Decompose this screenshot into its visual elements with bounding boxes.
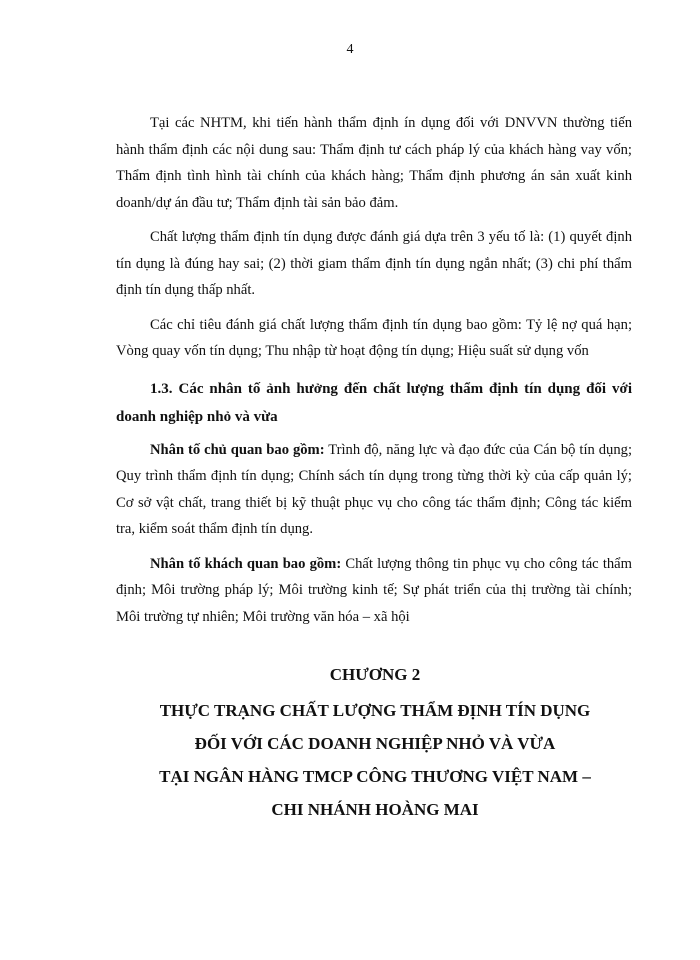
chapter-heading: [70, 660, 680, 826]
chapter-title-line-3: TẠI NGÂN HÀNG TMCP CÔNG THƯƠNG VIỆT NAM –: [159, 767, 591, 786]
body-text: [116, 110, 632, 638]
subjective-factors-lead: Nhân tố chủ quan bao gồm:: [150, 441, 325, 458]
objective-factors-lead: Nhân tố khách quan bao gồm:: [150, 555, 342, 572]
objective-factors-text: Chất lượng thông tin phục vụ cho công tác thẩm định; Môi trường pháp lý; Môi trường kinh tế; Sự phát triển của thị trường tài chính; Môi trường tự nhiên; Môi trường văn hóa – xã hội: [116, 555, 632, 625]
paragraph-evaluation-criteria: Các chỉ tiêu đánh giá chất lượng thẩm định tín dụng bao gồm: Tỷ lệ nợ quá hạn; Vòng quay vốn tín dụng; Thu nhập từ hoạt động tín dụng; Hiệu suất sử dụng vốn: [116, 316, 632, 359]
section-number: 1.3.: [150, 380, 173, 397]
subjective-factors-text: Trình độ, năng lực và đạo đức của Cán bộ tín dụng; Quy trình thẩm định tín dụng; Chính sách tín dụng trong từng thời kỳ của cấp quản lý; Cơ sở vật chất, trang thiết bị kỹ thuật phục vụ cho công tác thẩm định; Công tác kiểm tra, kiểm soát thẩm định tín dụng.: [116, 441, 632, 537]
chapter-title-line-2: ĐỐI VỚI CÁC DOANH NGHIỆP NHỎ VÀ VỪA: [194, 734, 556, 753]
section-heading: [116, 375, 632, 431]
page-number: 4: [346, 42, 354, 57]
paragraph-appraisal-contents: Tại các NHTM, khi tiến hành thẩm định ín dụng đối với DNVVN thường tiến hành thẩm định các nội dung sau: Thẩm định tư cách pháp lý của khách hàng vay vốn; Thẩm định tình hình tài chính của khách hàng; Thẩm định phương án sản xuất kinh doanh/dự án đầu tư; Thẩm định tài sản bảo đảm.: [116, 115, 632, 211]
chapter-label: CHƯƠNG 2: [329, 665, 421, 684]
section-title: Các nhân tố ảnh hưởng đến chất lượng thẩm định tín dụng đối với doanh nghiệp nhỏ và vừa: [116, 380, 632, 425]
chapter-title-line-1: THỰC TRẠNG CHẤT LƯỢNG THẨM ĐỊNH TÍN DỤNG: [159, 701, 591, 720]
chapter-title-line-4: CHI NHÁNH HOÀNG MAI: [271, 800, 479, 819]
paragraph-objective-factors: [116, 551, 632, 631]
paragraph-subjective-factors: [116, 437, 632, 543]
paragraph-appraisal-quality: Chất lượng thẩm định tín dụng được đánh giá dựa trên 3 yếu tố là: (1) quyết định tín dụng là đúng hay sai; (2) thời giam thẩm định tín dụng ngắn nhất; (3) chi phí thẩm định tín dụng thấp nhất.: [116, 229, 632, 298]
